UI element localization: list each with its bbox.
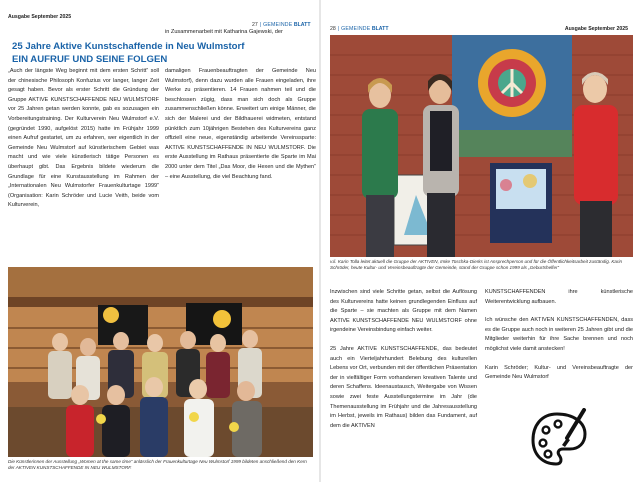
- artists-photo-caption: v.li. Karin Tolla leitet aktuell die Gruppe der AKTIVEN, Imke Toschka-Dierks ist Ansprechperson und für die Öffentlichkeitsarbeit zuständig. Karin Schröder, heute Kultur- und Vereinsbeauftragte der Gemeinde, stand der Gruppe schon 1999 als „Geburtshelfer“: [330, 259, 623, 270]
- article-paragraph: „Auch der längste Weg beginnt mit dem ersten Schritt“ soll der chinesische Philosoph Konfuzius vor langer, langer Zeit gesagt haben. Bevor als erster Schritt die Gründung der Gruppe AKTIVE KUNSTSCHAFFENDE NEU WULMSTORF vor 25 Jahren getan werden konnte, gab es sozusagen ein Vorbereitungstraining. Der Kulturverein Neu Wulmstorf e.V. (gegründet 1990, aufgelöst 2015) hatte im Frühjahr 1999 einen Aufruf gestartet, um zu erfahren, wer eigentlich in der Gemeinde Neu Wulmstorf auf künstlerischem Gebiet was macht und wie viele künstlerisch tätige Personen es überhaupt gibt. Das Ergebnis bildete wiederum die Grundlage für eine Kunstausstellung im Rahmen der „Internationalen Neu Wulmstorfer Frauenkulturtage 1999“ (Organisation: Karin Schröder und Lucie Veith, beide vom Kulturverein,: [8, 68, 159, 209]
- article-paragraph: 25 Jahre AKTIVE KUNSTSCHAFFENDE, das bedeutet auch ein Vierteljahrhundert Belebung des kulturellen Lebens vor Ort, verbunden mit der öffentlichen Präsentation der in vielfältiger Form vorhandenen kreativen Talente und deren Schaffens. Ideenaustausch, Weitergabe von Wissen sowie zwei feste Ausstellungstermine im Jahr (die Themenausstellung im Frühjahr und die Jahresausstellung im Herbst, jeweils im Rathaus) bilden das Fundament, auf dem die AKTIVEN: [330, 345, 477, 429]
- article-column-3: [330, 288, 477, 440]
- group-photo-illustration: [8, 267, 313, 457]
- article-paragraph: Ich wünsche den AKTIVEN KUNSTSCHAFFENDEN, dass es die Gruppe auch noch in weiteren 25 Jahren gibt und die Mitglieder weiterhin für ihre Sache brennen und noch möglichst viele damit anstecken!: [485, 317, 633, 352]
- artists-photo-illustration: [330, 35, 633, 257]
- section-blatt: BLATT: [371, 26, 389, 32]
- article-paragraph: Inzwischen sind viele Schritte getan, selbst die Auflösung des Kulturvereins hatte keinen grundlegenden Einfluss auf die Sparte – sie machten als Gruppe mit dem Namen AKTIVE KUNSTSCHAFFENDE NEU WULMSTORF ohne irgendeine Vereinsbindung einfach weiter.: [330, 289, 477, 334]
- article-title: 25 Jahre Aktive Kunstschaffende in Neu Wulmstorf: [12, 41, 245, 52]
- paint-palette-icon: [529, 408, 589, 470]
- page-number: 27: [252, 22, 258, 28]
- left-page: [0, 0, 319, 482]
- right-page: [321, 0, 640, 482]
- article-column-2: [165, 67, 316, 191]
- intro-continuation: in Zusammenarbeit mit Katharina Gajewski, der: [165, 29, 283, 35]
- section-blatt: BLATT: [293, 22, 311, 28]
- article-paragraph: KUNSTSCHAFFENDEN ihre künstlerische Weiterentwicklung aufbauen.: [485, 289, 633, 305]
- page-number-header: 28 | GEMEINDE BLATT: [330, 26, 389, 32]
- page-number: 28: [330, 26, 336, 32]
- group-photo-1999: [8, 267, 313, 457]
- section-gemeinde: GEMEINDE: [263, 22, 293, 28]
- issue-label: Ausgabe September 2025: [8, 14, 72, 20]
- page-number-header: 27 | GEMEINDE BLATT: [252, 22, 311, 28]
- article-column-1: [8, 67, 159, 220]
- issue-label: Ausgabe September 2025: [564, 26, 628, 32]
- article-paragraph: damaligen Frauenbeauftragten der Gemeinde Neu Wulmstorf), denn dazu wurden alle Frauen eingeladen, ihre Werke zu präsentieren. 14 Frauen nahmen teil und die beschlossen zügig, dass man sich doch als Gruppe zusammenschließen könne. Erweitert um einige Männer, die sich der Malerei und der Bildhauerei widmeten, entstand pünktlich zum 10jährigen Bestehen des Kulturvereins ganz offiziell eine neue, eigenständig arbeitende Vereinssparte: AKTIVE KUNSTSCHAFFENDE IN NEU WULMSTORF. Die erste Ausstellung im Rathaus präsentierte die Sparte im Mai 2000 unter dem Titel „Das Moor, die Hexen und die Mythen“ – eine Ausstellung, die viel Beachtung fand.: [165, 68, 316, 180]
- group-photo-caption: Die Künstlerinnen der Ausstellung „Women at the same time“ anlässlich der Frauenkulturtage Neu Wulmstorf 1999 bildeten anschließend den Kern der AKTIVEN KUNSTSCHAFFENDE IN NEU WULMSTORF.: [8, 459, 307, 470]
- article-subtitle: EIN AUFRUF UND SEINE FOLGEN: [12, 54, 168, 65]
- artists-photo-2025: [330, 35, 633, 257]
- section-gemeinde: GEMEINDE: [341, 26, 371, 32]
- article-signature: Karin Schröder; Kultur- und Vereinsbeauftragte der Gemeinde Neu Wulmstorf: [485, 364, 633, 381]
- article-column-4: [485, 288, 633, 392]
